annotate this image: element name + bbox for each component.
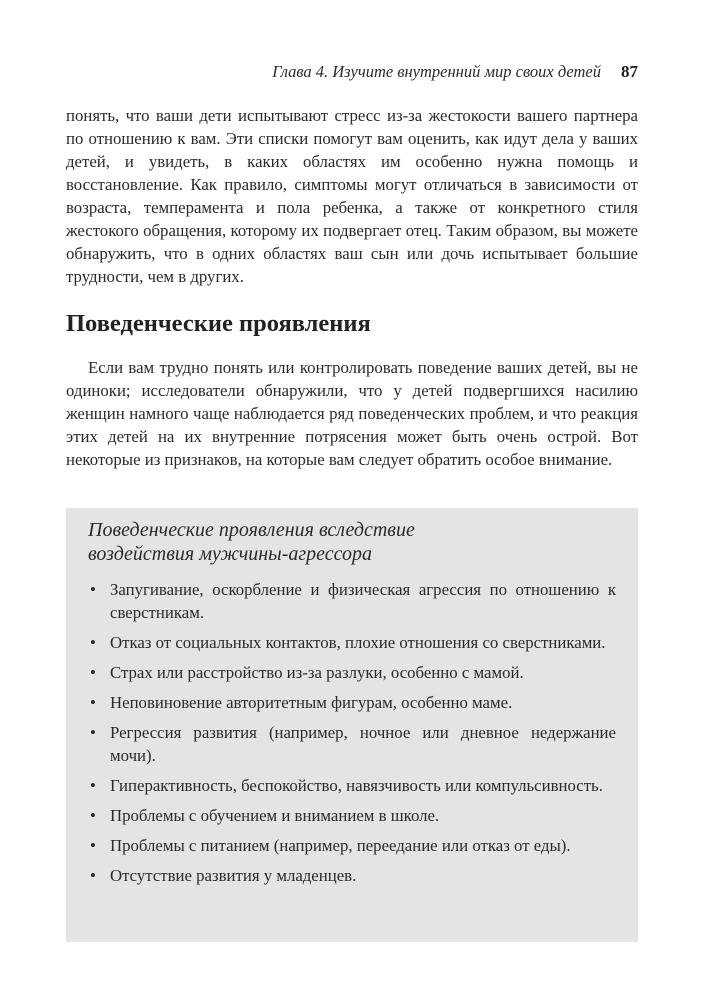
bullet-icon: • — [90, 776, 96, 795]
running-title: Глава 4. Изучите внутренний мир своих детей — [272, 62, 601, 81]
list-item-text: Проблемы с обучением и вниманием в школе. — [110, 806, 440, 825]
bullet-icon: • — [90, 580, 96, 599]
sidebar-box — [66, 508, 638, 942]
list-item — [88, 661, 616, 684]
intro-paragraph: понять, что ваши дети испытывают стресс из-за жестокости вашего партнера по отношению к вам. Эти списки помогут вам оценить, как идут дела у ваших детей, и увидеть, в каких областях им особенно нужна помощь и восстановление. Как правило, симптомы могут отличаться в зависимости от возраста, темперамента и пола ребенка, а также от конкретного стиля жестокого обращения, которому их подвергает отец. Таким образом, вы можете обнаружить, что в одних областях ваш сын или дочь испытывает большие трудности, чем в других. — [66, 106, 638, 286]
page-number: 87 — [621, 62, 638, 81]
list-item — [88, 804, 616, 827]
bullet-list — [88, 578, 616, 887]
list-item-text: Регрессия развития (например, ночное или дневное недержание мочи). — [110, 723, 616, 765]
bullet-icon: • — [90, 866, 96, 885]
list-item-text: Гиперактивность, беспокойство, навязчивость или компульсивность. — [110, 776, 603, 795]
list-item-text: Страх или расстройство из-за разлуки, особенно с мамой. — [110, 663, 524, 682]
list-item — [88, 691, 616, 714]
bullet-icon: • — [90, 693, 96, 712]
section-heading: Поведенческие проявления — [66, 310, 371, 337]
sidebar-title-line-2: воздействия мужчины-агрессора — [88, 543, 373, 565]
bullet-icon: • — [90, 723, 96, 742]
list-item — [88, 864, 616, 887]
bullet-icon: • — [90, 663, 96, 682]
bullet-icon: • — [90, 806, 96, 825]
list-item — [88, 721, 616, 767]
list-item — [88, 834, 616, 857]
sidebar-title-line-1: Поведенческие проявления вследствие — [88, 519, 415, 541]
running-header — [66, 62, 638, 82]
list-item-text: Проблемы с питанием (например, переедание или отказ от еды). — [110, 836, 571, 855]
list-item-text: Неповиновение авторитетным фигурам, особенно маме. — [110, 693, 513, 712]
section-intro-paragraph: Если вам трудно понять или контролировать поведение ваших детей, вы не одиноки; исследователи обнаружили, что у детей подвергшихся насилию женщин намного чаще наблюдается ряд поведенческих проблем, и что реакция этих детей на их внутренние потрясения может быть очень острой. Вот некоторые из признаков, на которые вам следует обратить особое внимание. — [66, 358, 638, 469]
list-item — [88, 578, 616, 624]
list-item — [88, 774, 616, 797]
list-item-text: Отказ от социальных контактов, плохие отношения со сверстниками. — [110, 633, 606, 652]
list-item-text: Запугивание, оскорбление и физическая агрессия по отношению к сверстникам. — [110, 580, 616, 622]
bullet-icon: • — [90, 836, 96, 855]
list-item — [88, 631, 616, 654]
bullet-icon: • — [90, 633, 96, 652]
sidebar-title — [88, 518, 616, 566]
list-item-text: Отсутствие развития у младенцев. — [110, 866, 357, 885]
